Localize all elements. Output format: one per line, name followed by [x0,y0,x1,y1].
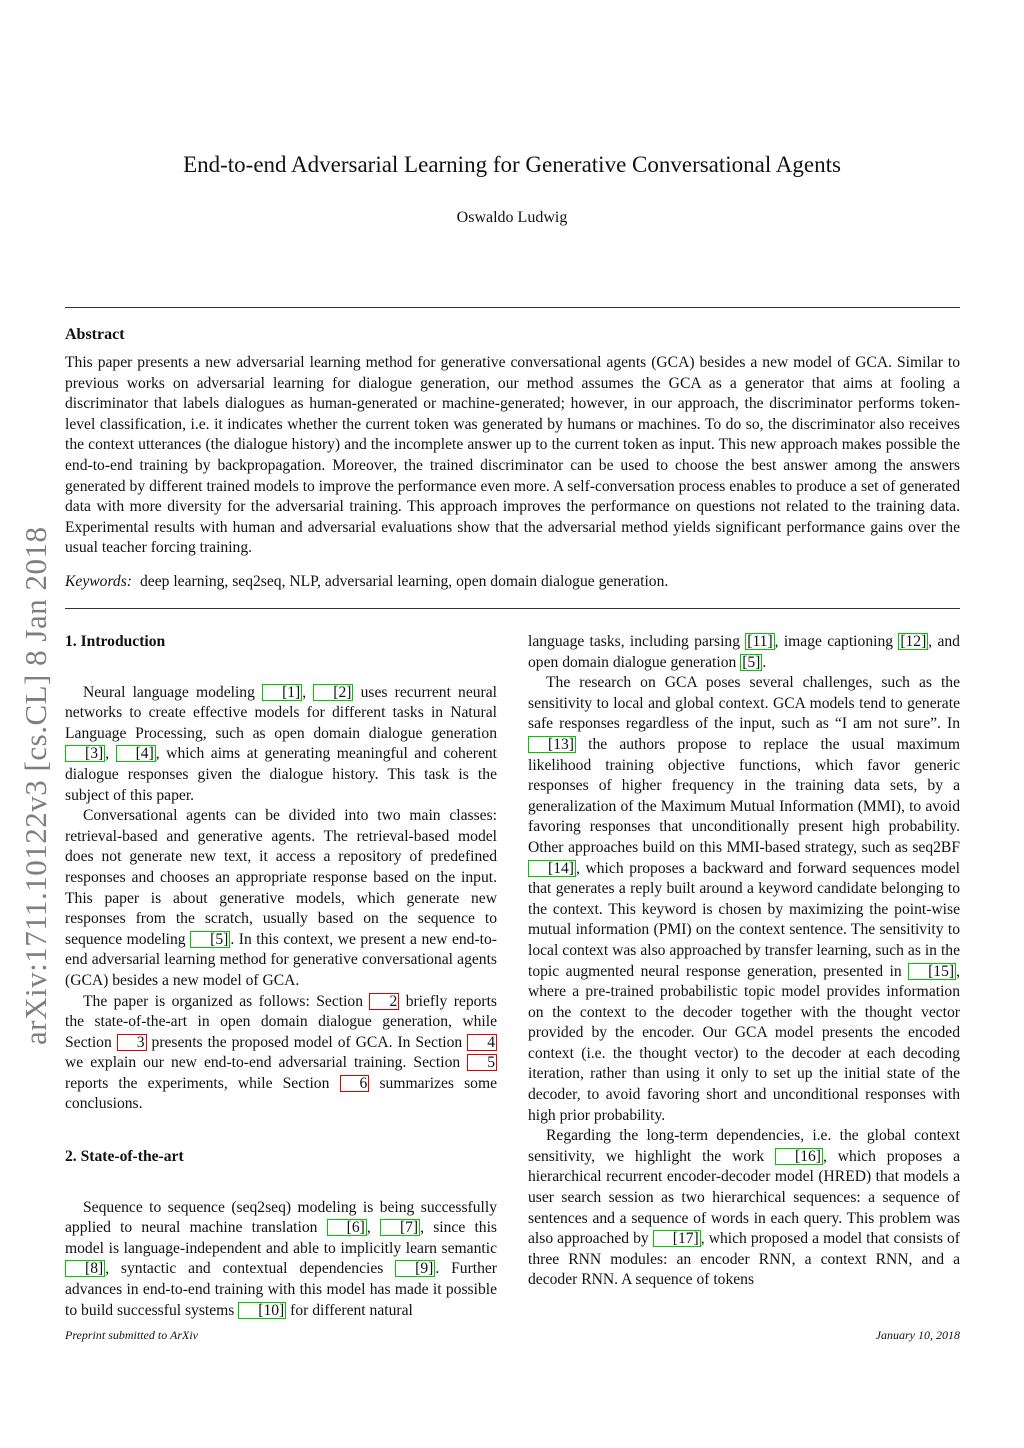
intro-paragraph-1: Neural language modeling [1] , [2] uses recurrent neural networks to create effective models for different tasks in Natural Language Processing, such as open domain dialogue generation [3] , [4] , which aims at generating meaningful and coherent dialogue responses given the dialogue history. This task is the subject of this paper. [65,683,498,804]
sota-paragraph-2: The research on GCA poses several challenges, such as the sensitivity to local and global context. GCA models tend to generate safe responses regardless of the input, such as “I am not sure”. In [13] the authors propose to replace the usual maximum likelihood training objective functions, which favor generic responses of higher frequency in the training data sets, by a generalization of the Maximum Mutual Information (MMI), to avoid favoring responses that unconditionally present high probability. Other approaches build on this MMI-based strategy, such as seq2BF [14] , which proposes a backward and forward sequences model that generates a reply built around a keyword candidate belonging to the context. This keyword is chosen by maximizing the point-wise mutual information (PMI) on the context sentence. The sensitivity to local context was also approached by transfer learning, such as in the topic augmented neural response generation, presented in [15] , where a pre-trained probabilistic topic model provides information on the context to the decoder together with the thought vector provided by the encoder. Our GCA model presents the encoded context (i.e. the thought vector) to the decoder at each decoding iteration, rather than using it only to set up the initial state of the decoder, to avoid favoring short and unconditional responses with high prior probability. [528,674,960,1124]
top-rule [65,307,960,308]
citation-link[interactable]: [15] [908,963,956,980]
citation-link[interactable]: [5] [190,931,230,948]
sota-paragraph-3: Regarding the long-term dependencies, i.e. the global context sensitivity, we highlight the work [16] , which proposes a hierarchical recurrent encoder-decoder model (HRED) that models a user search session as two hierarchical sequences: a sequence of sentences and a sequence of words in each query. This problem was also approached by [17] , which proposed a model that consists of three RNN modules: an encoder RNN, a context RNN, and a decoder RNN. A sequence of tokens [528,1127,960,1289]
citation-link[interactable]: [1] [262,684,302,701]
intro-paragraph-3: The paper is organized as follows: Section 2 briefly reports the state-of-the-art in open domain dialogue generation, while Section 3 presents the proposed model of GCA. In Section 4 we explain our new end-to-end adversarial training. Section 5 reports the experiments, while Section 6 summarizes some conclusions. [65,992,498,1113]
citation-link[interactable]: [8] [65,1260,105,1277]
left-column [65,632,497,1321]
bottom-rule [65,608,960,609]
citation-link[interactable]: [13] [528,736,576,753]
citation-link[interactable]: [17] [653,1230,701,1247]
arxiv-identifier: arXiv:1711.10122v3 [cs.CL] 8 Jan 2018 [18,526,53,1045]
paper-title: End-to-end Adversarial Learning for Generative Conversational Agents [183,152,841,177]
intro-paragraph-2: Conversational agents can be divided into two main classes: retrieval-based and generative agents. The retrieval-based model does not generate new text, it access a repository of predefined responses and chooses an appropriate response based on the input. This paper is about generative models, which generate new responses from the scratch, usually based on the sequence to sequence modeling [5] . In this context, we present a new end-to-end adversarial learning method for generative conversational agents (GCA) besides a new model of GCA. [65,807,497,989]
citation-link[interactable]: [3] [65,745,105,762]
right-column [528,632,960,1291]
footer-date: January 10, 2018 [875,1328,960,1342]
abstract-text: This paper presents a new adversarial learning method for generative conversational agents (GCA) besides a new model of GCA. Similar to previous works on adversarial learning for dialogue generation, our method assumes the GCA as a generator that aims at fooling a discriminator that labels dialogues as human-generated or machine-generated; however, in our approach, the discriminator performs token-level classification, i.e. it indicates whether the current token was generated by humans or machines. To do so, the discriminator also receives the context utterances (the dialogue history) and the incomplete answer up to the current token as input. This new approach makes possible the end-to-end training by backpropagation. Moreover, the trained discriminator can be used to choose the best answer among the answers generated by different trained models to improve the performance even more. A self-conversation process enables to produce a set of generated data with more diversity for the adversarial training. This approach improves the performance on questions not related to the training data. Experimental results with human and adversarial evaluations show that the adversarial method yields significant performance gains over the usual teacher forcing training. [65,354,960,557]
section-link[interactable]: 3 [117,1034,147,1051]
section-link[interactable]: 4 [467,1034,497,1051]
section-link[interactable]: 5 [467,1054,497,1071]
sota-heading: 2. State-of-the-art [65,1148,184,1166]
footer-preprint: Preprint submitted to ArXiv [65,1328,198,1342]
keywords-line [65,573,960,591]
sota-paragraph-1: Sequence to sequence (seq2seq) modeling is being successfully applied to neural machine translation [6] , [7] , since this model is language-independent and able to implicitly learn semantic [8] , syntactic and contextual dependencies [9] . Further advances in end-to-end training with this model has made it possible to build successful systems [10] for different natural [65,1198,498,1319]
citation-link[interactable]: [10] [238,1302,286,1319]
abstract-heading: Abstract [65,326,125,343]
citation-link[interactable]: [5] [742,653,761,671]
citation-link[interactable]: [6] [327,1219,367,1236]
section-link[interactable]: 6 [340,1075,370,1092]
section-link[interactable]: 2 [369,993,399,1010]
citation-link[interactable]: [7] [380,1219,420,1236]
citation-link[interactable]: [16] [775,1148,823,1165]
citation-link[interactable]: [11] [747,633,773,650]
citation-link[interactable]: [12] [900,633,927,650]
sota-continuation: language tasks, including parsing [11] , image captioning [12] , and open domain dialogue generation [5] . [528,633,960,671]
citation-link[interactable]: [2] [313,684,353,701]
keywords-text: deep learning, seq2seq, NLP, adversarial learning, open domain dialogue generation. [140,573,669,590]
citation-link[interactable]: [14] [528,860,576,877]
author-name: Oswaldo Ludwig [456,209,568,226]
citation-link[interactable]: [4] [116,745,156,762]
intro-heading: 1. Introduction [65,633,166,650]
keywords-label: Keywords: [65,573,132,590]
citation-link[interactable]: [9] [395,1260,435,1277]
